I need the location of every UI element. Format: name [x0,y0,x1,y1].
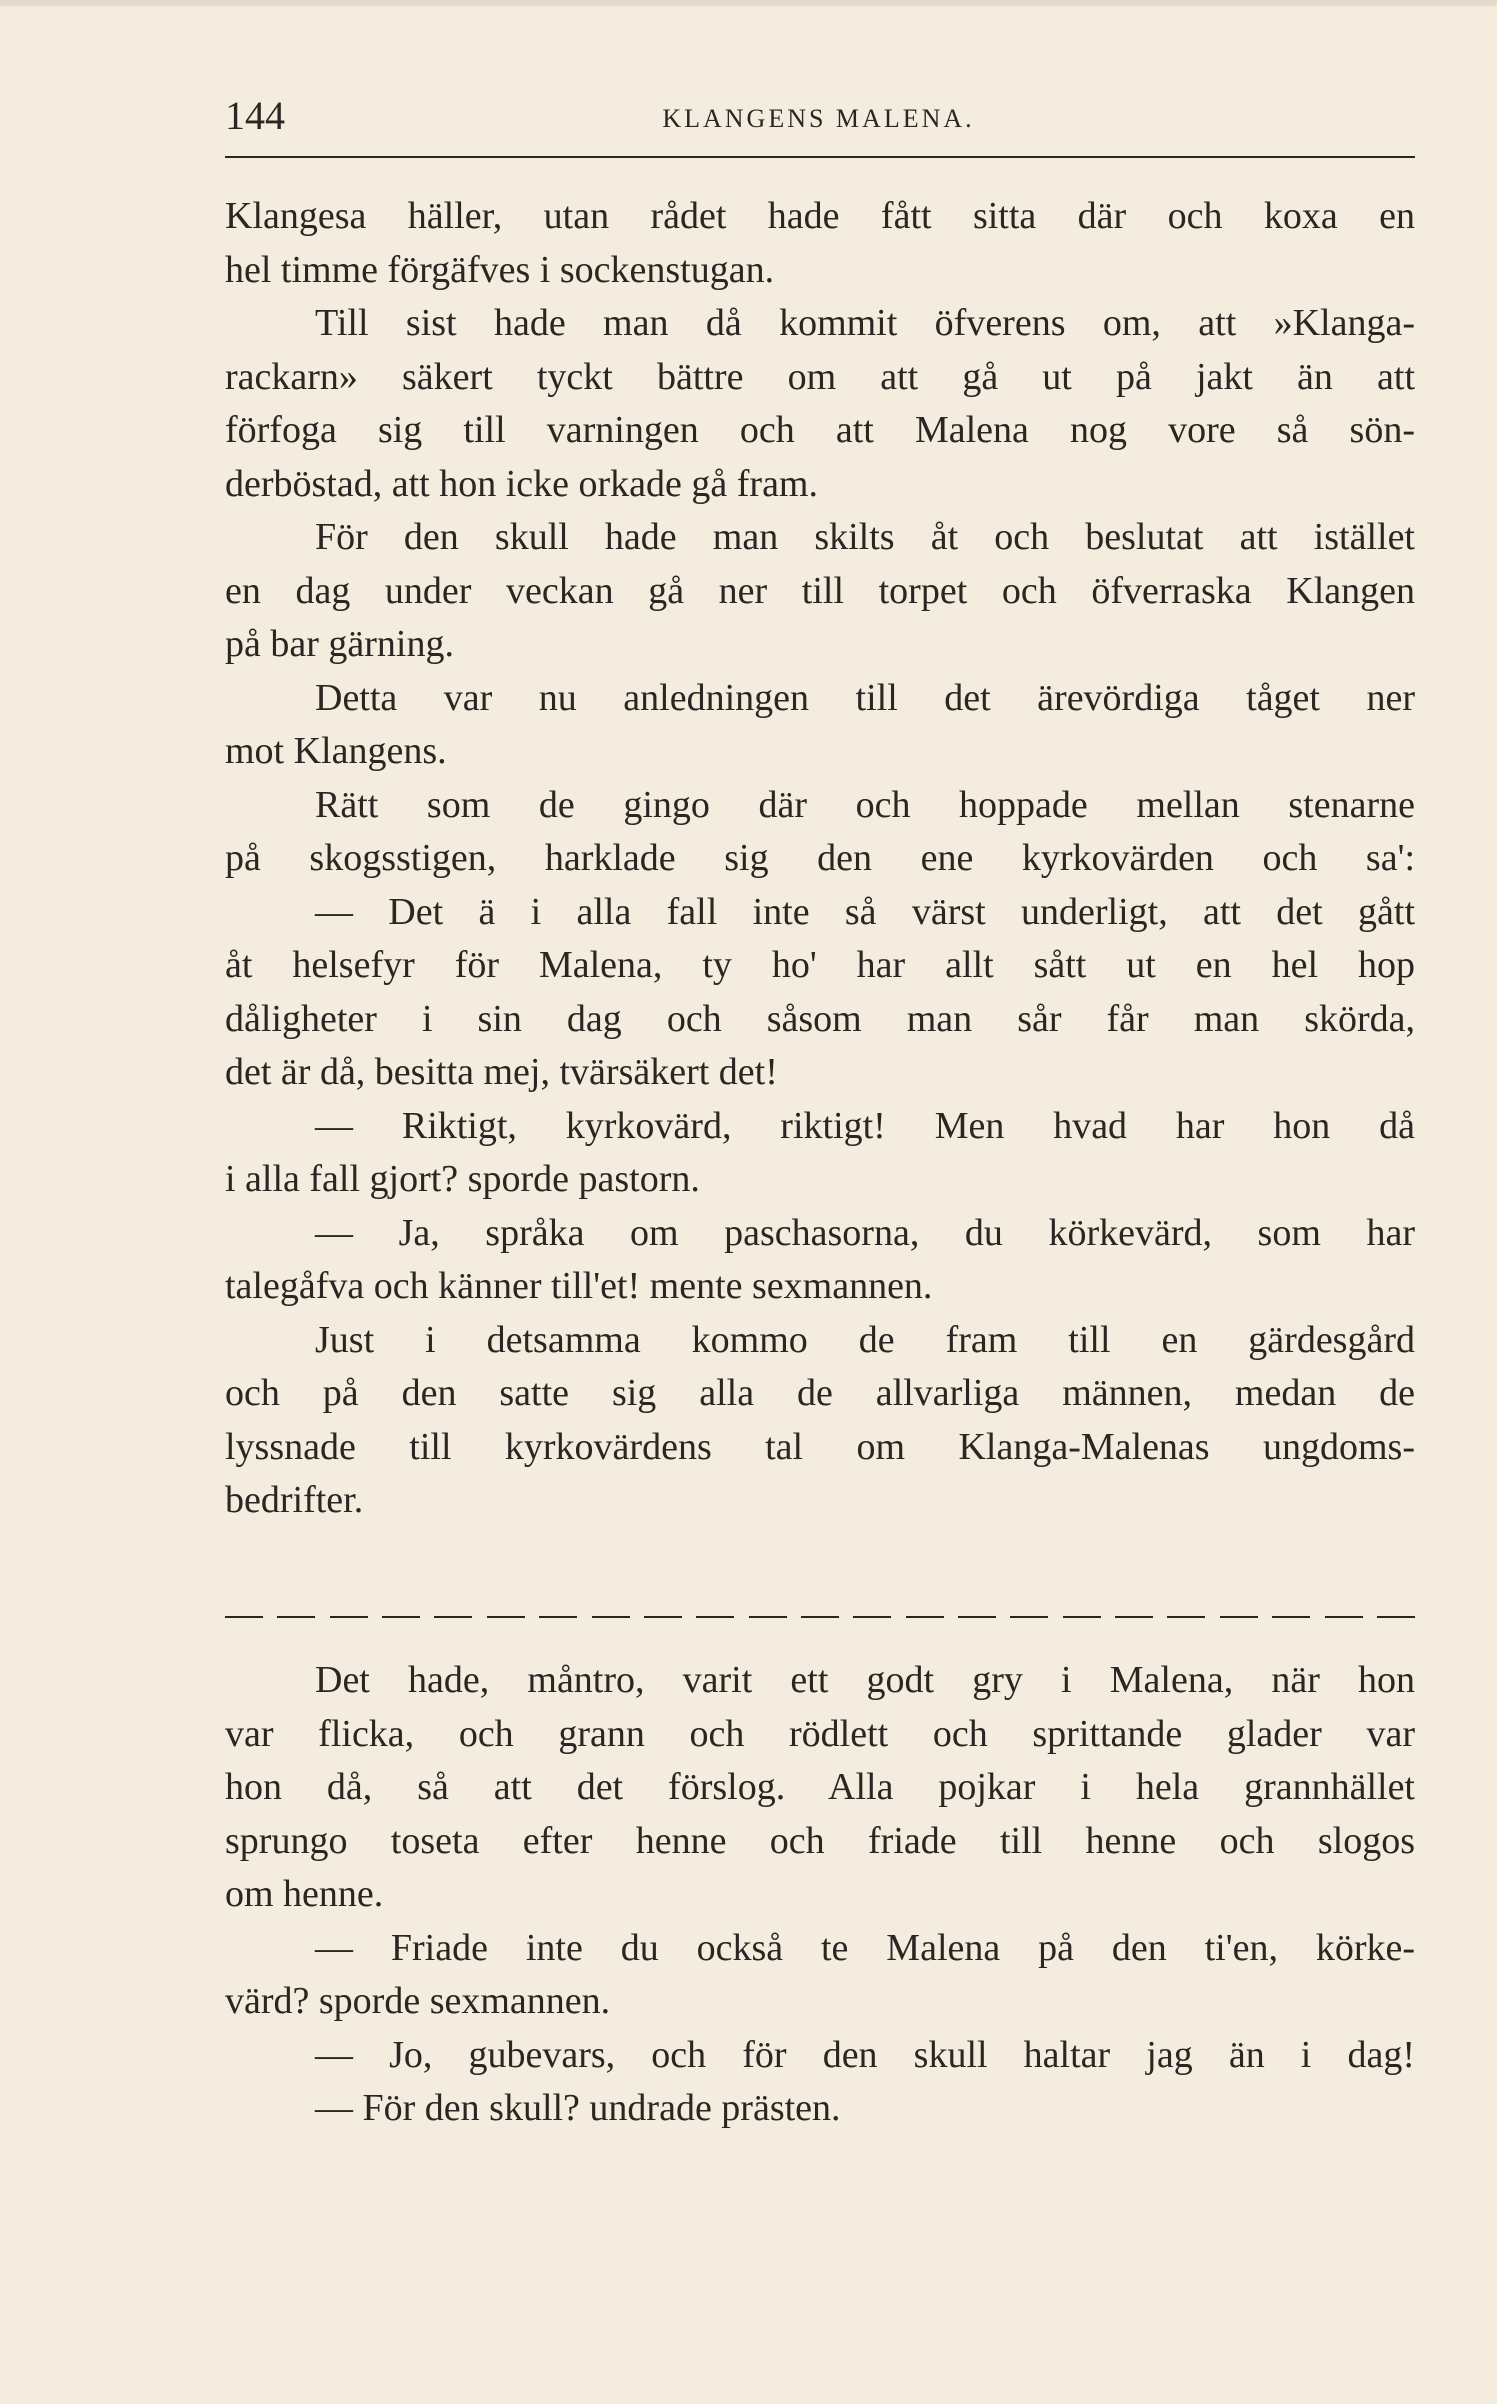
dash [539,1616,577,1618]
dash [696,1616,734,1618]
text-line: — Riktigt, kyrkovärd, riktigt! Men hvad har hon då [315,1104,1415,1147]
dash [1377,1616,1415,1618]
section-break-dashes [225,1612,1415,1622]
dash [225,1616,263,1618]
dash [434,1616,472,1618]
dash [1220,1616,1258,1618]
text-line: hel timme förgäfves i sockenstugan. [225,248,775,291]
body-text-part1 [225,190,1415,1528]
dash [853,1616,891,1618]
dash [801,1616,839,1618]
text-line: dåligheter i sin dag och såsom man sår får man skörda, [225,997,1415,1040]
dash [1167,1616,1205,1618]
text-line: Just i detsamma kommo de fram till en gärdesgård [315,1318,1415,1361]
text-line: åt helsefyr för Malena, ty ho' har allt sått ut en hel hop [225,944,1415,986]
page-number: 144 [225,93,285,138]
text-line: — Det ä i alla fall inte så värst underligt, att det gått [315,890,1415,933]
dash [1115,1616,1153,1618]
text-line: och på den satte sig alla de allvarliga männen, medan de [225,1372,1415,1414]
dash [1272,1616,1310,1618]
dash [330,1616,368,1618]
text-line: Klangesa häller, utan rådet hade fått sitta där och koxa en [225,195,1415,237]
dash [487,1616,525,1618]
text-line: Det hade, måntro, varit ett godt gry i Malena, när hon [315,1659,1415,1701]
text-line: på bar gärning. [225,623,454,665]
dash [749,1616,787,1618]
dash [1010,1616,1048,1618]
dash [592,1616,630,1618]
dash [382,1616,420,1618]
dash [906,1616,944,1618]
header-rule [225,156,1415,158]
text-line: mot Klangens. [225,730,447,772]
dash [1325,1616,1363,1618]
text-line: talegåfva och känner till'et! mente sexmannen. [225,1265,933,1307]
text-line: värd? sporde sexmannen. [225,1980,611,2022]
text-line: om henne. [225,1873,384,1915]
text-line: För den skull hade man skilts åt och beslutat att istället [315,516,1415,558]
text-line: på skogsstigen, harklade sig den ene kyrkovärden och sa': [225,837,1415,879]
text-line: — Friade inte du också te Malena på den ti'en, körke- [315,1926,1415,1969]
dash [958,1616,996,1618]
text-line: bedrifter. [225,1479,364,1521]
dash [644,1616,682,1618]
running-title: KLANGENS MALENA. [662,104,975,133]
text-line: var flicka, och grann och rödlett och sprittande glader var [225,1712,1415,1755]
text-line: lyssnade till kyrkovärdens tal om Klanga-Malenas ungdoms- [225,1425,1415,1468]
text-line: i alla fall gjort? sporde pastorn. [225,1158,700,1200]
text-line: — Jo, gubevars, och för den skull haltar jag än i dag! [315,2033,1415,2076]
text-line: Till sist hade man då kommit öfverens om, att »Klanga- [315,302,1415,344]
body-text-part2 [225,1654,1415,2136]
page-top-edge [0,0,1497,6]
text-line: — Ja, språka om paschasorna, du körkevärd, som har [315,1211,1415,1254]
dash [277,1616,315,1618]
text-line: sprungo toseta efter henne och friade till henne och slogos [225,1819,1415,1862]
text-line: derböstad, att hon icke orkade gå fram. [225,462,818,505]
text-line: hon då, så att det förslog. Alla pojkar i hela grannhället [225,1766,1415,1808]
text-line: förfoga sig till varningen och att Malena nog vore så sön- [225,409,1415,451]
text-line: Detta var nu anledningen till det ärevördiga tåget ner [315,676,1415,719]
text-line: rackarn» säkert tyckt bättre om att gå ut på jakt än att [225,355,1415,398]
text-line: — För den skull? undrade prästen. [315,2087,841,2129]
text-line: en dag under veckan gå ner till torpet och öfverraska Klangen [225,569,1415,612]
dash [1063,1616,1101,1618]
text-line: det är då, besitta mej, tvärsäkert det! [225,1051,778,1093]
text-line: Rätt som de gingo där och hoppade mellan stenarne [315,783,1415,826]
running-head [225,92,1412,154]
